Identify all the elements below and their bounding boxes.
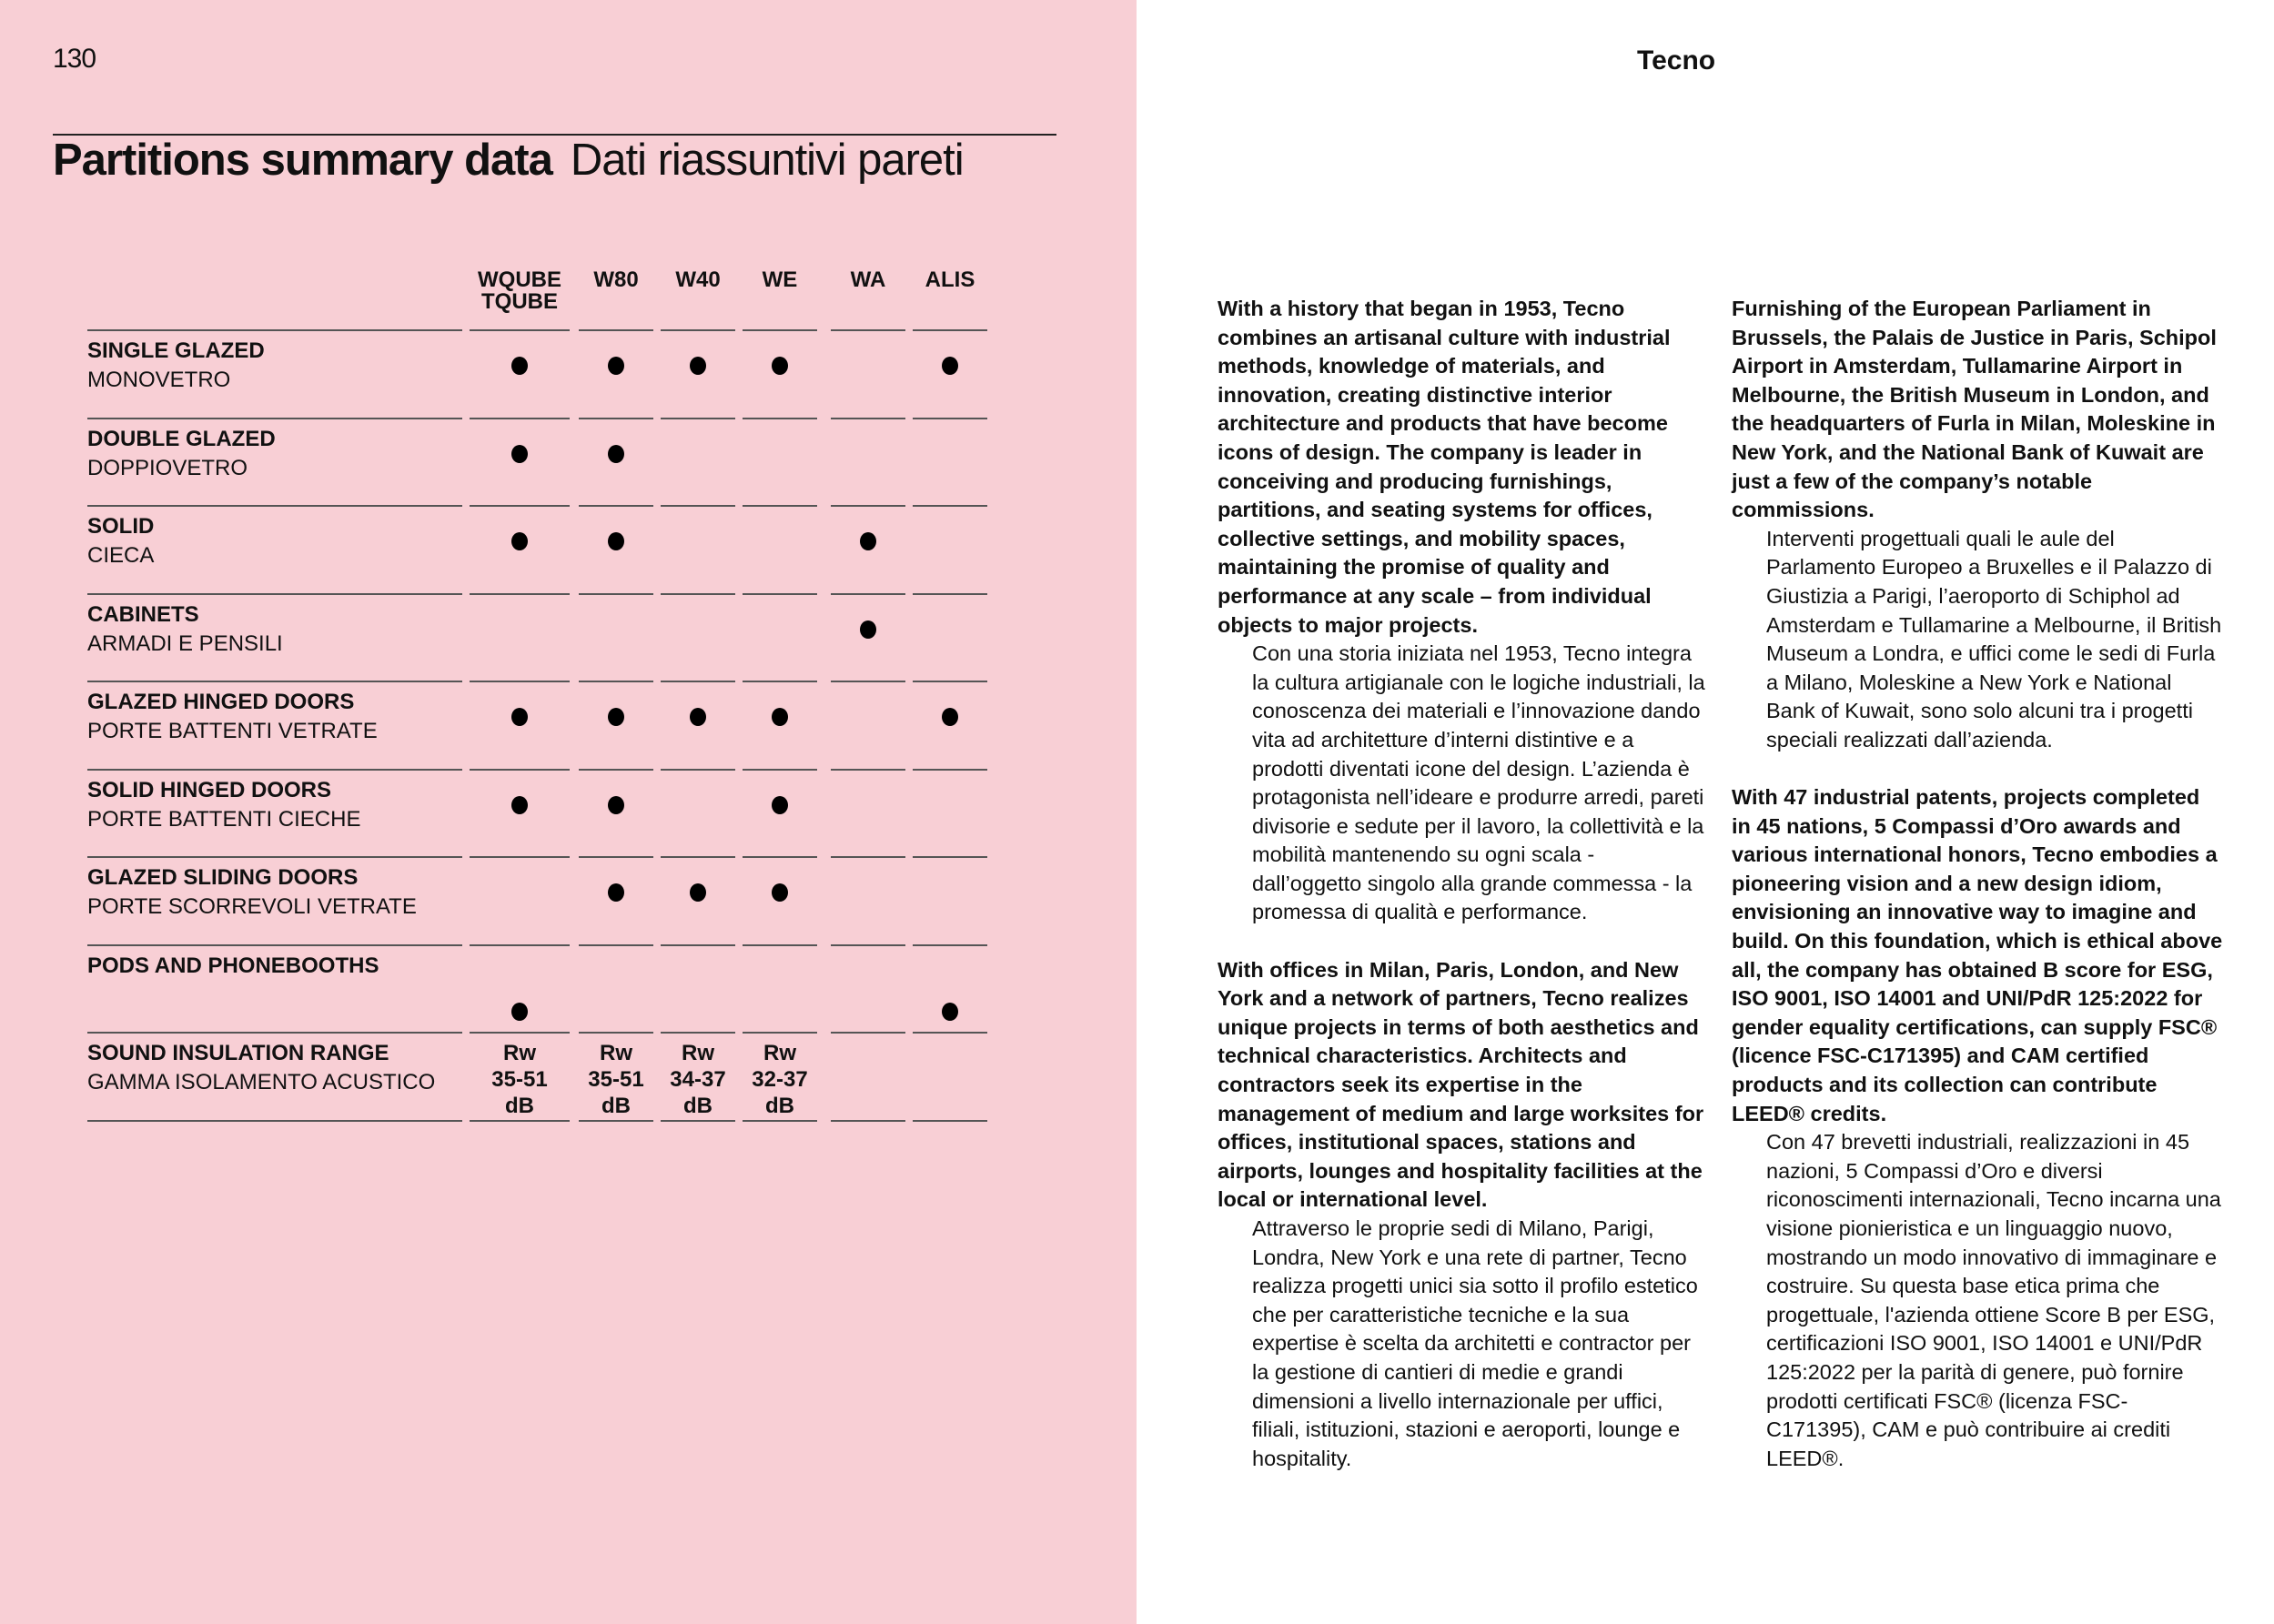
- row-divider: [87, 856, 462, 858]
- column-header-line2: TQUBE: [481, 289, 558, 314]
- row-divider: [661, 329, 735, 331]
- sound-insulation-value: [579, 1040, 653, 1119]
- sound-value-line: Rw: [503, 1041, 536, 1065]
- row-divider: [831, 1120, 905, 1122]
- row-divider: [831, 593, 905, 595]
- row-divider: [661, 769, 735, 771]
- row-divider: [87, 769, 462, 771]
- row-divider: [831, 329, 905, 331]
- row-divider: [470, 329, 570, 331]
- row-divider: [831, 769, 905, 771]
- text-column-1: [1218, 295, 1709, 1473]
- sound-value-line: 32-37: [752, 1067, 808, 1092]
- sound-value-line: dB: [601, 1094, 631, 1118]
- row-divider: [87, 505, 462, 507]
- paragraph-it: Interventi progettuali quali le aule del Parlamento Europeo a Bruxelles e il Palazzo di Giustizia a Parigi, l’aeroporto di Schiphol ad Amsterdam e Tullamarine a Melbourne, il British Museum a Londra, e uffici come le sedi di Furla a Milano, Moleskine a New York e National Bank of Kuwait, sono solo alcuni tra i progetti speciali realizzati dall’azienda.: [1766, 526, 2222, 751]
- row-divider: [87, 1120, 462, 1122]
- text-column-2: [1732, 295, 2223, 1473]
- row-divider: [743, 1120, 817, 1122]
- availability-dot-icon: [690, 357, 706, 375]
- availability-dot-icon: [511, 357, 528, 375]
- availability-dot-icon: [511, 796, 528, 814]
- row-divider: [661, 1032, 735, 1034]
- availability-dot-icon: [608, 532, 624, 550]
- row-divider: [743, 593, 817, 595]
- availability-dot-icon: [608, 796, 624, 814]
- column-header-line1: WE: [762, 267, 798, 292]
- row-divider: [831, 856, 905, 858]
- row-divider: [913, 418, 987, 419]
- sound-value-line: 35-51: [588, 1067, 644, 1092]
- availability-dot-icon: [942, 357, 958, 375]
- sound-value-line: Rw: [763, 1041, 796, 1065]
- row-divider: [579, 593, 653, 595]
- row-divider: [913, 593, 987, 595]
- row-divider: [579, 1120, 653, 1122]
- column-header: [743, 269, 817, 291]
- availability-dot-icon: [772, 883, 788, 902]
- sound-value-line: dB: [683, 1094, 713, 1118]
- column-header-line1: WA: [850, 267, 886, 292]
- row-divider: [87, 681, 462, 682]
- row-divider: [661, 418, 735, 419]
- row-divider: [87, 593, 462, 595]
- row-sublabel: GAMMA ISOLAMENTO ACUSTICO: [87, 1070, 436, 1094]
- row-divider: [470, 593, 570, 595]
- row-sublabel: ARMADI E PENSILI: [87, 630, 283, 656]
- row-divider: [661, 1120, 735, 1122]
- column-header: [470, 269, 570, 313]
- availability-dot-icon: [608, 445, 624, 463]
- row-divider: [831, 1032, 905, 1034]
- row-divider: [913, 505, 987, 507]
- column-header: [579, 269, 653, 291]
- column-header: [913, 269, 987, 291]
- row-divider: [743, 944, 817, 946]
- row-divider: [579, 856, 653, 858]
- sound-value-line: Rw: [682, 1041, 714, 1065]
- row-divider: [470, 856, 570, 858]
- row-divider: [661, 856, 735, 858]
- page-title: [53, 135, 964, 186]
- page-title-it: Dati riassuntivi pareti: [570, 136, 964, 185]
- row-divider: [470, 505, 570, 507]
- sound-value-line: dB: [765, 1094, 794, 1118]
- page-number: 130: [53, 44, 96, 74]
- availability-dot-icon: [511, 708, 528, 726]
- sound-value-line: Rw: [600, 1041, 632, 1065]
- row-label: SOLID HINGED DOORS: [87, 777, 332, 802]
- right-page: [1137, 0, 2274, 1624]
- row-divider: [743, 681, 817, 682]
- availability-dot-icon: [860, 620, 876, 639]
- paragraph-en: With offices in Milan, Paris, London, and New York and a network of partners, Tecno realizes unique projects in terms of both aesthetics and technical characteristics. Architects and contractors seek its expertise in the management of medium and large worksites for offices, institutional spaces, stations and airports, lounges and hospitality facilities at the local or international level.: [1218, 957, 1704, 1212]
- availability-dot-icon: [608, 357, 624, 375]
- row-divider: [913, 681, 987, 682]
- row-divider: [831, 681, 905, 682]
- row-divider: [913, 769, 987, 771]
- row-sublabel: PORTE BATTENTI VETRATE: [87, 719, 378, 743]
- row-divider: [87, 329, 462, 331]
- row-divider: [661, 681, 735, 682]
- row-divider: [579, 1032, 653, 1034]
- sound-value-line: 34-37: [670, 1067, 726, 1092]
- availability-dot-icon: [772, 357, 788, 375]
- row-divider: [831, 505, 905, 507]
- paragraph-en: Furnishing of the European Parliament in Brussels, the Palais de Justice in Paris, Schipol Airport in Amsterdam, Tullamarine Airport in Melbourne, the British Museum in London, and the headquarters of Furla in Milan, Moleskine in New York, and the National Bank of Kuwait are just a few of the company’s notable commissions.: [1732, 297, 2217, 522]
- paragraph-it: Con 47 brevetti industriali, realizzazioni in 45 nazioni, 5 Compassi d’Oro e diversi riconoscimenti internazionali, Tecno incarna una visione pionieristica e un linguaggio nuovo, mostrando un modo innovativo di immaginare e costruire. Su questa base etica prima che progettuale, l'azienda ottiene Score B per ESG, certificazioni ISO 9001, ISO 14001 e UNI/PdR 125:2022 per la parità di genere, può fornire prodotti certificati FSC® (licenza FSC-C171395), CAM e può contribuire ai crediti LEED®.: [1766, 1130, 2221, 1470]
- row-divider: [743, 505, 817, 507]
- row-label: GLAZED HINGED DOORS: [87, 690, 355, 714]
- availability-dot-icon: [608, 883, 624, 902]
- paragraph-en: With a history that began in 1953, Tecno combines an artisanal culture with industrial methods, knowledge of materials, and innovation, creating distinctive interior architecture and products that have become icons of design. The company is leader in conceiving and producing furnishings, partitions, and seating systems for offices, collective settings, and mobility spaces, maintaining the promise of quality and performance at any scale – from individual objects to major projects.: [1218, 297, 1671, 637]
- row-divider: [913, 329, 987, 331]
- sound-value-line: 35-51: [491, 1067, 548, 1092]
- row-divider: [470, 418, 570, 419]
- row-divider: [743, 418, 817, 419]
- row-divider: [913, 944, 987, 946]
- availability-dot-icon: [942, 1003, 958, 1021]
- row-divider: [579, 769, 653, 771]
- availability-dot-icon: [511, 1003, 528, 1021]
- row-divider: [579, 505, 653, 507]
- row-divider: [579, 418, 653, 419]
- row-label: SINGLE GLAZED: [87, 338, 265, 363]
- row-divider: [743, 1032, 817, 1034]
- row-divider: [831, 944, 905, 946]
- sound-insulation-value: [661, 1040, 735, 1119]
- column-header: [831, 269, 905, 291]
- availability-dot-icon: [942, 708, 958, 726]
- brand-header: Tecno: [1637, 45, 1716, 76]
- row-divider: [579, 329, 653, 331]
- availability-dot-icon: [772, 796, 788, 814]
- row-divider: [743, 329, 817, 331]
- row-label: SOUND INSULATION RANGE: [87, 1041, 389, 1065]
- sound-insulation-value: [743, 1040, 817, 1119]
- row-divider: [579, 944, 653, 946]
- row-divider: [470, 1032, 570, 1034]
- column-header-line1: WQUBE: [478, 267, 561, 292]
- row-divider: [470, 1120, 570, 1122]
- column-header: [661, 269, 735, 291]
- row-sublabel: DOPPIOVETRO: [87, 455, 248, 480]
- row-sublabel: MONOVETRO: [87, 368, 231, 392]
- row-label: PODS AND PHONEBOOTHS: [87, 953, 379, 978]
- row-divider: [87, 1032, 462, 1034]
- row-divider: [579, 681, 653, 682]
- row-divider: [87, 944, 462, 946]
- row-divider: [913, 1120, 987, 1122]
- availability-dot-icon: [772, 708, 788, 726]
- availability-dot-icon: [608, 708, 624, 726]
- sound-value-line: dB: [505, 1094, 534, 1118]
- row-label: GLAZED SLIDING DOORS: [87, 865, 359, 890]
- paragraph-en: With 47 industrial patents, projects completed in 45 nations, 5 Compassi d’Oro awards and various international honors, Tecno embodies a pioneering vision and a new design idiom, envisioning an innovative way to imagine and build. On this foundation, which is ethical above all, the company has obtained B score for ESG, ISO 9001, ISO 14001 and UNI/PdR 125:2022 for gender equality certifications, can supply FSC® (licence FSC-C171395) and CAM certified products and its collection can contribute LEED® credits.: [1732, 785, 2223, 1125]
- row-sublabel: PORTE SCORREVOLI VETRATE: [87, 894, 417, 919]
- paragraph-it: Attraverso le proprie sedi di Milano, Parigi, Londra, New York e una rete di partner, Tecno realizza progetti unici sia sotto il profilo estetico che per caratteristiche tecniche e la sua expertise è scelta da architetti e contractor per la gestione di cantieri di medie e grandi dimensioni a livello internazionale per uffici, filiali, istituzioni, stazioni e aeroporti, lounge e hospitality.: [1252, 1216, 1698, 1470]
- row-divider: [470, 769, 570, 771]
- row-divider: [470, 944, 570, 946]
- row-sublabel: CIECA: [87, 543, 155, 568]
- row-divider: [913, 856, 987, 858]
- column-header-line1: W40: [675, 267, 721, 292]
- availability-dot-icon: [690, 708, 706, 726]
- row-divider: [470, 681, 570, 682]
- paragraph-it: Con una storia iniziata nel 1953, Tecno integra la cultura artigianale con le logiche industriali, la conoscenza dei materiali e l’innovazione dando vita ad architetture d’interni distintive e a prodotti diventati icone del design. L’azienda è protagonista nell’ideare e produrre arredi, pareti divisorie e sedute per il lavoro, la collettività e la mobilità mantenendo su ogni scala - dall’oggetto singolo alla grande commessa - la promessa di qualità e performance.: [1252, 641, 1705, 924]
- row-divider: [743, 769, 817, 771]
- row-divider: [661, 505, 735, 507]
- row-divider: [661, 944, 735, 946]
- availability-dot-icon: [511, 445, 528, 463]
- row-label: SOLID: [87, 514, 155, 539]
- page-title-en: Partitions summary data: [53, 136, 552, 185]
- row-divider: [661, 593, 735, 595]
- availability-dot-icon: [511, 532, 528, 550]
- sound-insulation-value: [470, 1040, 570, 1119]
- availability-dot-icon: [690, 883, 706, 902]
- row-label: DOUBLE GLAZED: [87, 426, 276, 451]
- row-divider: [743, 856, 817, 858]
- row-divider: [87, 418, 462, 419]
- row-divider: [913, 1032, 987, 1034]
- row-divider: [831, 418, 905, 419]
- column-header-line1: ALIS: [925, 267, 975, 292]
- availability-dot-icon: [860, 532, 876, 550]
- column-header-line1: W80: [593, 267, 639, 292]
- row-sublabel: PORTE BATTENTI CIECHE: [87, 806, 361, 832]
- row-label: CABINETS: [87, 601, 199, 627]
